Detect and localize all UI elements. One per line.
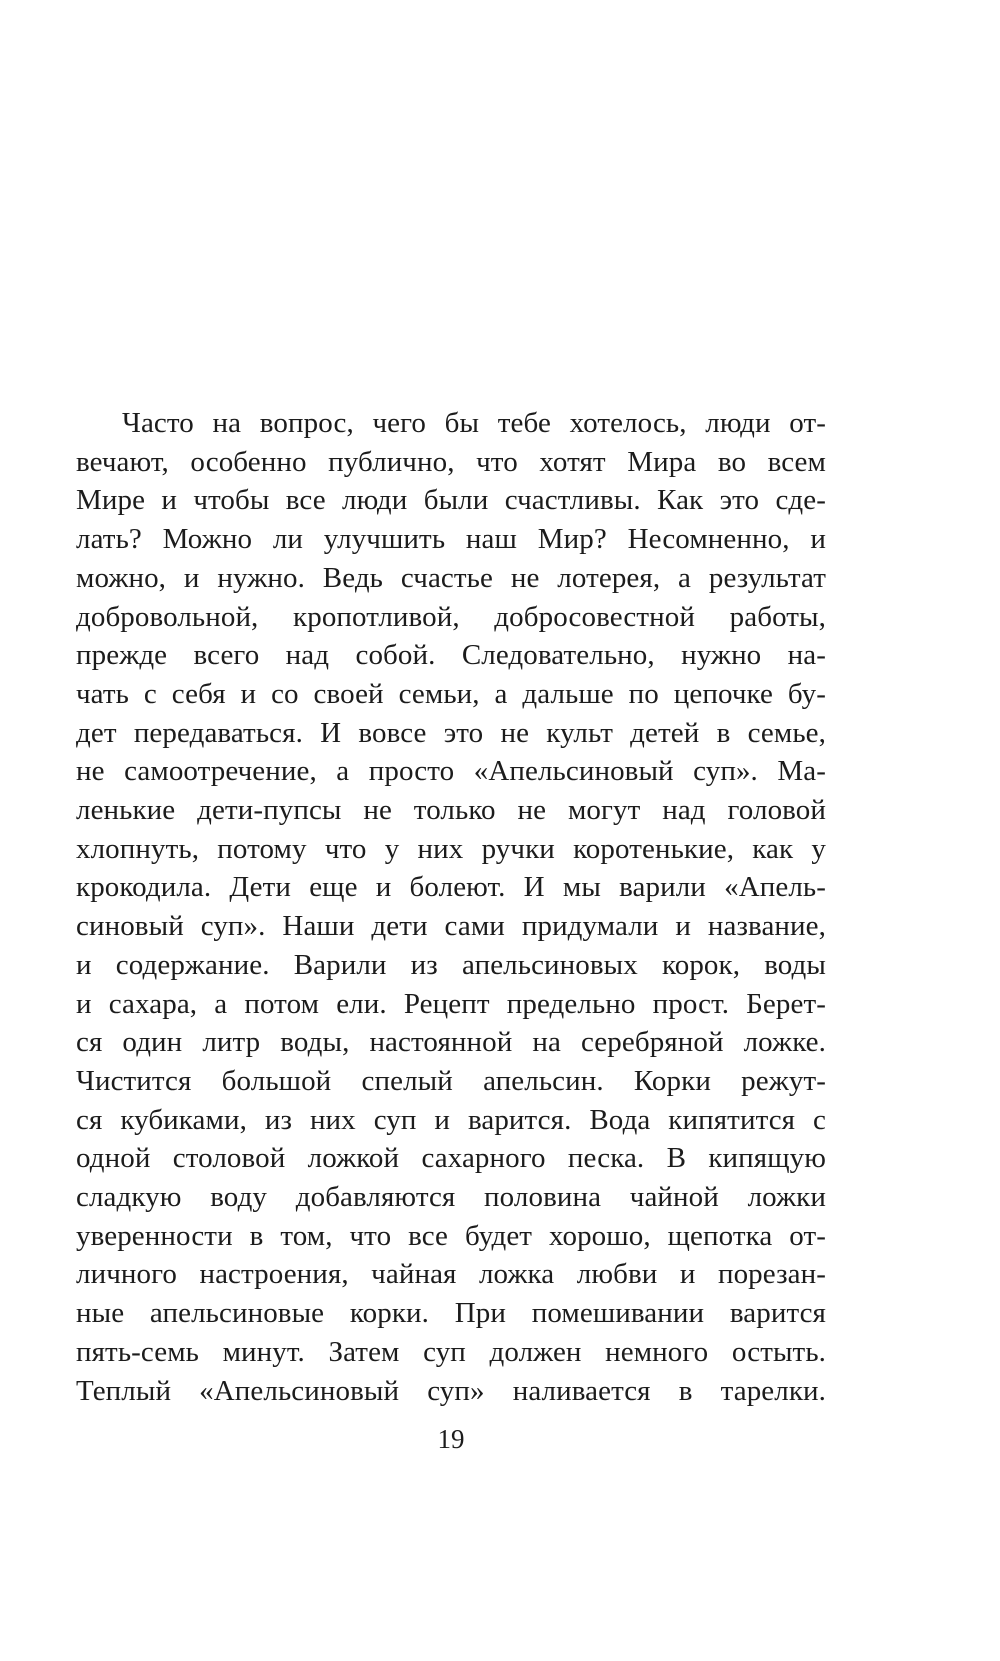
- text-line: Теплый «Апельсиновый суп» наливается в тарелки.: [76, 1374, 826, 1407]
- text-line: ся кубиками, из них суп и варится. Вода кипятится с: [76, 1103, 826, 1136]
- text-line: лать? Можно ли улучшить наш Мир? Несомненно, и: [76, 523, 826, 556]
- text-line: сладкую воду добавляются половина чайной ложки: [76, 1181, 826, 1214]
- text-line: крокодила. Дети еще и болеют. И мы варили «Апель-: [76, 871, 826, 904]
- paragraph: [76, 404, 826, 1410]
- text-line: и содержание. Варили из апельсиновых корок, воды: [76, 948, 826, 981]
- text-line: синовый суп». Наши дети сами придумали и название,: [76, 910, 826, 943]
- text-line: хлопнуть, потому что у них ручки коротенькие, как у: [76, 832, 826, 865]
- text-line: не самоотречение, а просто «Апельсиновый суп». Ма-: [76, 755, 826, 788]
- text-line: пять-семь минут. Затем суп должен немного остыть.: [76, 1335, 826, 1368]
- text-line: Чистится большой спелый апельсин. Корки режут-: [76, 1064, 826, 1097]
- text-line: ные апельсиновые корки. При помешивании варится: [76, 1297, 826, 1330]
- text-line: Мире и чтобы все люди были счастливы. Как это сде-: [76, 484, 826, 517]
- text-line: ся один литр воды, настоянной на серебряной ложке.: [76, 1026, 826, 1059]
- text-line: добровольной, кропотливой, добросовестной работы,: [76, 600, 826, 633]
- text-line: личного настроения, чайная ложка любви и порезан-: [76, 1258, 826, 1291]
- text-line: вечают, особенно публично, что хотят Мира во всем: [76, 445, 826, 478]
- text-line: одной столовой ложкой сахарного песка. В кипящую: [76, 1142, 826, 1175]
- text-line: ленькие дети-пупсы не только не могут над головой: [76, 794, 826, 827]
- text-line: чать с себя и со своей семьи, а дальше по цепочке бу-: [76, 677, 826, 710]
- text-line: прежде всего над собой. Следовательно, нужно на-: [76, 639, 826, 672]
- text-line: дет передаваться. И вовсе это не культ детей в семье,: [76, 716, 826, 749]
- text-line: Часто на вопрос, чего бы тебе хотелось, люди от-: [122, 407, 826, 439]
- text-line: можно, и нужно. Ведь счастье не лотерея, а результат: [76, 561, 826, 594]
- text-line: и сахара, а потом ели. Рецепт предельно прост. Берет-: [76, 987, 826, 1020]
- page-number: 19: [437, 1424, 465, 1454]
- text-line: уверенности в том, что все будет хорошо, щепотка от-: [76, 1219, 826, 1252]
